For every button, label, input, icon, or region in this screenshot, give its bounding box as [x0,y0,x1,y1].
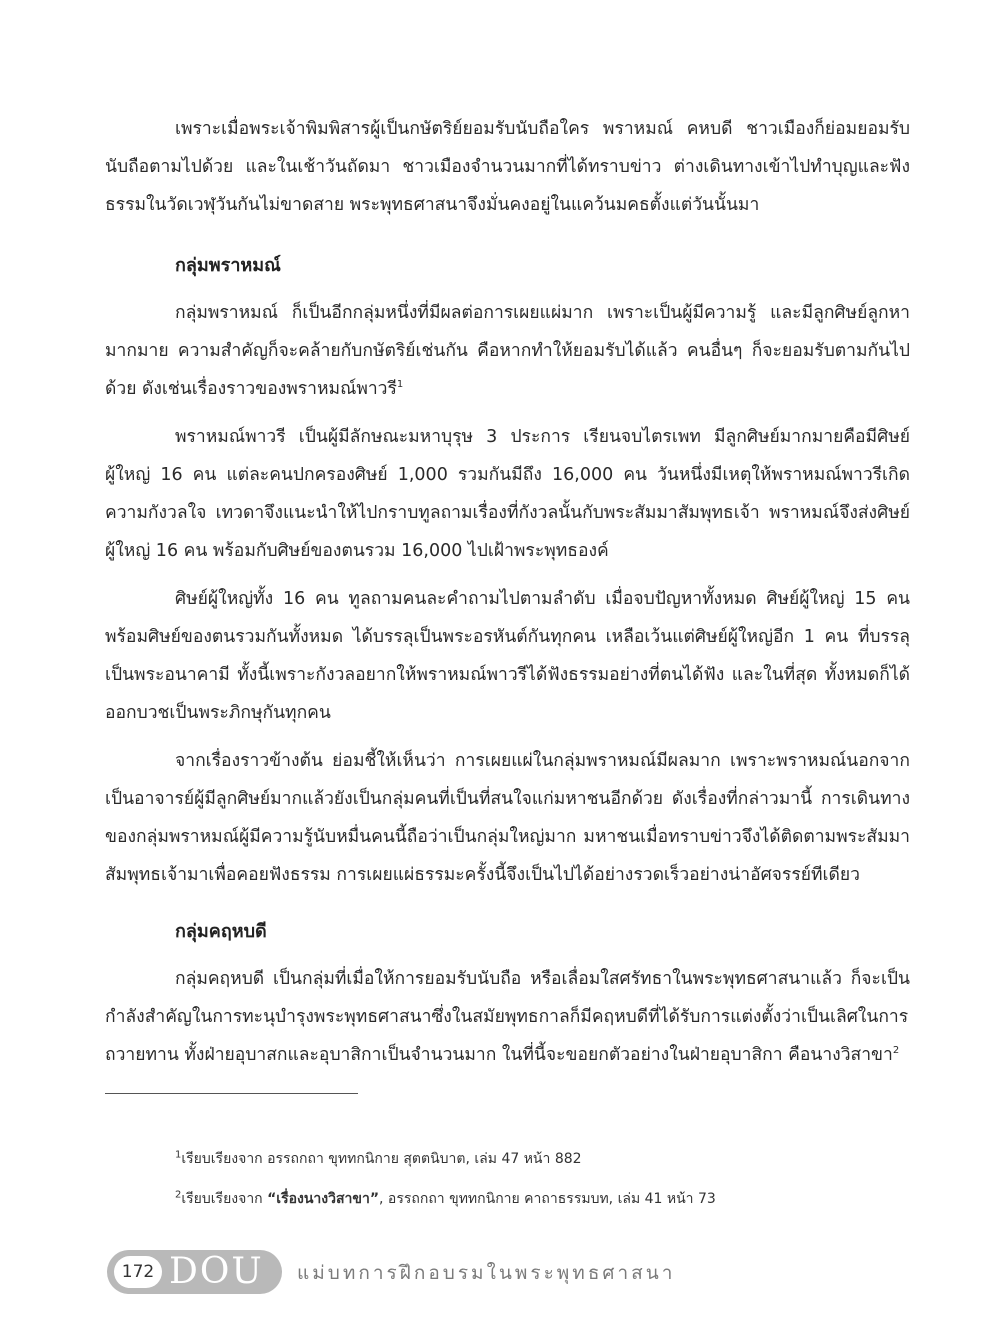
main-text [105,110,910,1074]
course-title: แม่บทการฝึกอบรมในพระพุทธศาสนา [297,1262,676,1284]
footnotes [175,1147,915,1227]
paragraph-brahmin-4: จากเรื่องราวข้างต้น ย่อมชี้ให้เห็นว่า การเผยแผ่ในกลุ่มพราหมณ์มีผลมาก เพราะพราหมณ์นอกจากเป็นอาจารย์ผู้มีลูกศิษย์มากแล้วยังเป็นกลุ่มคนที่เป็นที่สนใจแก่มหาชนอีกด้วย ดังเรื่องที่กล่าวมานี้ การเดินทางของกลุ่มพราหมณ์ผู้มีความรู้นับหมื่นคนนี้ถือว่าเป็นกลุ่มใหญ่มาก มหาชนเมื่อทราบข่าวจึงได้ติดตามพระสัมมาสัมพุทธเจ้ามาเพื่อคอยฟังธรรม การเผยแผ่ธรรมะครั้งนี้จึงเป็นไปได้อย่างรวดเร็วอย่างน่าอัศจรรย์ทีเดียว [105,751,910,885]
heading-householder-group: กลุ่มคฤหบดี [175,921,267,942]
footnote-ref-1[interactable]: 1 [396,379,404,391]
footnote-ref-2[interactable]: 2 [892,1045,900,1057]
footnote-2: $^2$เรียบเรียงจาก “เรื่องนางวิสาขา”, อรรถกถา ขุททกนิกาย คาถาธรรมบท, เล่ม 41 หน้า 73 [175,1189,716,1207]
paragraph-householder-1: กลุ่มคฤหบดี เป็นกลุ่มที่เมื่อให้การยอมรับนับถือ หรือเลื่อมใสศรัทธาในพระพุทธศาสนาแล้ว ก็จะเป็นกำลังสำคัญในการทะนุบำรุงพระพุทธศาสนาซึ่งในสมัยพุทธกาลก็มีคฤหบดีที่ได้รับการแต่งตั้งว่าเป็นเลิศในการถวายทาน ทั้งฝ่ายอุบาสกและอุบาสิกาเป็นจำนวนมาก ในที่นี้จะขอยกตัวอย่างในฝ่ายอุบาสิกา คือนางวิสาขา$^2$ [105,969,910,1065]
page-footer [107,1250,907,1294]
paragraph-intro: เพราะเมื่อพระเจ้าพิมพิสารผู้เป็นกษัตริย์ยอมรับนับถือใคร พราหมณ์ คหบดี ชาวเมืองก็ย่อมยอมรับนับถือตามไปด้วย และในเช้าวันถัดมา ชาวเมืองจำนวนมากที่ได้ทราบข่าว ต่างเดินทางเข้าไปทำบุญและฟังธรรมในวัดเวฬุวันกันไม่ขาดสาย พระพุทธศาสนาจึงมั่นคงอยู่ในแคว้นมคธตั้งแต่วันนั้นมา [105,119,910,215]
heading-brahmin-group: กลุ่มพราหมณ์ [175,255,281,276]
footnote-1: $^1$เรียบเรียงจาก อรรถกถา ขุททกนิกาย สุตตนิบาต, เล่ม 47 หน้า 882 [175,1149,582,1167]
paragraph-brahmin-2: พราหมณ์พาวรี เป็นผู้มีลักษณะมหาบุรุษ 3 ประการ เรียนจบไตรเพท มีลูกศิษย์มากมายคือมีศิษย์ผู้ใหญ่ 16 คน แต่ละคนปกครองศิษย์ 1,000 รวมกันมีถึง 16,000 คน วันหนึ่งมีเหตุให้พราหมณ์พาวรีเกิดความกังวลใจ เทวดาจึงแนะนำให้ไปกราบทูลถามเรื่องที่กังวลนั้นกับพระสัมมาสัมพุทธเจ้า พราหมณ์จึงส่งศิษย์ผู้ใหญ่ 16 คน พร้อมกับศิษย์ของตนรวม 16,000 ไปเฝ้าพระพุทธองค์ [105,427,910,561]
paragraph-brahmin-3: ศิษย์ผู้ใหญ่ทั้ง 16 คน ทูลถามคนละคำถามไปตามลำดับ เมื่อจบปัญหาทั้งหมด ศิษย์ผู้ใหญ่ 15 คน พร้อมศิษย์ของตนรวมกันทั้งหมด ได้บรรลุเป็นพระอรหันต์กันทุกคน เหลือเว้นแต่ศิษย์ผู้ใหญ่อีก 1 คน ที่บรรลุเป็นพระอนาคามี ทั้งนี้เพราะกังวลอยากให้พราหมณ์พาวรีได้ฟังธรรมอย่างที่ตนได้ฟัง และในที่สุด ทั้งหมดก็ได้ออกบวชเป็นพระภิกษุกันทุกคน [105,589,910,723]
paragraph-brahmin-1: กลุ่มพราหมณ์ ก็เป็นอีกกลุ่มหนึ่งที่มีผลต่อการเผยแผ่มาก เพราะเป็นผู้มีความรู้ และมีลูกศิษย์ลูกหามากมาย ความสำคัญก็จะคล้ายกับกษัตริย์เช่นกัน คือหากทำให้ยอมรับได้แล้ว คนอื่นๆ ก็จะยอมรับตามกันไปด้วย ดังเช่นเรื่องราวของพราหมณ์พาวรี$^1$ [105,303,910,399]
dou-logo: DOU [169,1251,264,1292]
footnote-divider [105,1093,358,1094]
page-number-badge [107,1250,282,1294]
page-number: 172 [114,1256,162,1288]
